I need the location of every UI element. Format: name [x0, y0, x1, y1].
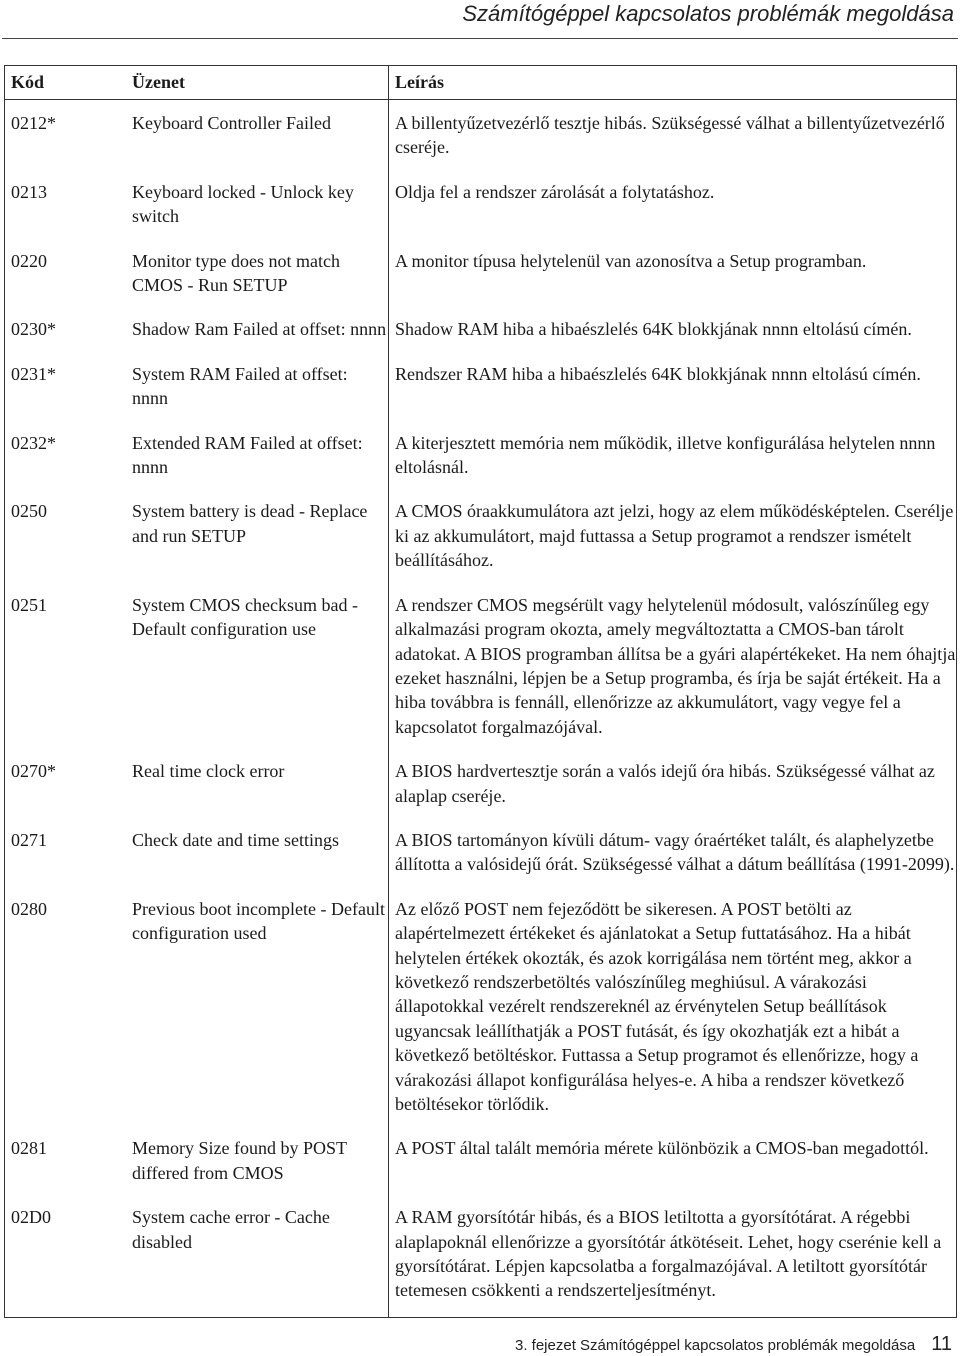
- error-code-cell: 02D0: [5, 1195, 132, 1317]
- table-row: [5, 887, 957, 1127]
- error-message-cell: Keyboard Controller Failed: [132, 113, 331, 133]
- error-code-cell: 0220: [5, 239, 132, 308]
- table-row: [5, 421, 957, 490]
- error-code-cell: 0232*: [5, 421, 132, 490]
- error-code-cell: 0280: [5, 887, 132, 1127]
- error-description-cell: Shadow RAM hiba a hibaészlelés 64K blokkjának nnnn eltolású címén.: [389, 307, 957, 351]
- table-row: [5, 489, 957, 582]
- column-header-message: Üzenet: [131, 66, 389, 100]
- page-header-title: Számítógéppel kapcsolatos problémák megoldása: [462, 1, 954, 26]
- error-message-cell: Extended RAM Failed at offset: nnnn: [132, 432, 363, 478]
- error-message-cell: System RAM Failed at offset: nnnn: [132, 363, 348, 409]
- error-description-cell: A rendszer CMOS megsérült vagy helytelenül módosult, valószínűleg egy alkalmazási program okozta, amely megváltoztatta a CMOS-ban tárolt adatokat. A BIOS programban állítsa be a gyári alapértékeket. Ha nem óhajtja ezeket használni, lépjen be a Setup programba, és írja be saját értékeit. Ha a hiba továbbra is fennáll, ellenőrizze az akkumulátort, vagy vegye fel a kapcsolatot forgalmazójával.: [389, 583, 957, 749]
- error-message-cell: Memory Size found by POST differed from CMOS: [132, 1138, 347, 1183]
- error-code-cell: 0270*: [5, 749, 132, 818]
- error-description-cell: A CMOS óraakkumulátora azt jelzi, hogy az elem működésképtelen. Cserélje ki az akkumulátort, majd futtassa a Setup programot a rendszer ismételt beállításához.: [389, 489, 957, 582]
- error-code-cell: 0250: [5, 489, 132, 582]
- table-row: [5, 818, 957, 887]
- error-description-cell: A RAM gyorsítótár hibás, és a BIOS letiltotta a gyorsítótárat. A régebbi alaplapoknál ellenőrizze a gyorsítótár átkötéseit. Lehet, hogy cserénie kell a gyorsítótárat. Lépjen kapcsolatba a forgalmazójával. A letiltott gyorsítótár tetemesen csökkenti a rendszerteljesítményt.: [389, 1195, 957, 1317]
- error-description-cell: A monitor típusa helytelenül van azonosítva a Setup programban.: [389, 239, 957, 308]
- error-message-cell: Real time clock error: [132, 761, 285, 782]
- error-description-cell: Az előző POST nem fejeződött be sikeresen. A POST betölti az alapértelmezett értékeket és ajánlatokat a Setup futtatásához. Ha a hibát helytelen értékek okozták, és azok korrigálása nem történt meg, akkor a következő rendszerbetöltés valószínűleg meghiúsul. A várakozási állapotokkal vezérelt rendszereknél az érvénytelen Setup beállítások ugyancsak leállíthatják a POST futását, és így okozhatják ezt a hibát a következő betöltéskor. Futtassa a Setup programot és ellenőrizze, hogy a várakozási állapot konfigurálása helyes-e. A hiba a rendszer következő betöltésekor törlődik.: [389, 887, 957, 1127]
- error-description-cell: Oldja fel a rendszer zárolását a folytatáshoz.: [389, 170, 957, 239]
- error-code-cell: 0231*: [5, 352, 132, 421]
- error-code-cell: 0230*: [5, 307, 132, 351]
- table-row: [5, 307, 957, 351]
- error-message-cell: System cache error - Cache disabled: [131, 1195, 389, 1317]
- table-row: [5, 1126, 957, 1195]
- error-description-cell: A kiterjesztett memória nem működik, illetve konfigurálása helytelen nnnn eltolásnál.: [389, 421, 957, 490]
- table-row: [5, 352, 957, 421]
- table-row: [5, 1195, 957, 1317]
- column-header-code: Kód: [5, 66, 132, 100]
- table-row: [5, 170, 957, 239]
- error-description-cell: A BIOS tartományon kívüli dátum- vagy óraértéket talált, és alaphelyzetbe állította a valósidejű órát. Szükségessé válhat a dátum beállítása (1991-2099).: [389, 818, 957, 887]
- page-number: 11: [931, 1333, 952, 1355]
- error-message-cell: Monitor type does not match CMOS - Run SETUP: [132, 250, 340, 296]
- error-code-cell: 0271: [5, 818, 132, 887]
- page-footer: [515, 1333, 952, 1356]
- error-description-cell: A billentyűzetvezérlő tesztje hibás. Szükségessé válhat a billentyűzetvezérlő cseréje.: [389, 100, 957, 170]
- error-code-cell: 0281: [5, 1126, 132, 1195]
- error-code-cell: 0213: [5, 170, 132, 239]
- error-message-cell: Check date and time settings: [132, 829, 339, 850]
- error-code-cell: 0212*: [5, 100, 132, 170]
- error-message-cell: Previous boot incomplete - Default configuration used: [132, 898, 385, 944]
- error-description-cell: Rendszer RAM hiba a hibaészlelés 64K blokkjának nnnn eltolású címén.: [389, 352, 957, 421]
- error-code-cell: 0251: [5, 583, 132, 749]
- footer-chapter-title: 3. fejezet Számítógéppel kapcsolatos problémák megoldása: [515, 1337, 916, 1354]
- column-header-description: Leírás: [389, 66, 957, 100]
- error-message-cell: System battery is dead - Replace and run SETUP: [132, 501, 368, 546]
- error-message-cell: Shadow Ram Failed at offset: nnnn: [132, 319, 387, 340]
- table-row: [5, 100, 957, 170]
- table-header-row: [5, 66, 957, 100]
- error-description-cell: A POST által talált memória mérete különbözik a CMOS-ban megadottól.: [389, 1126, 957, 1195]
- table-row: [5, 239, 957, 308]
- error-code-table: [4, 65, 957, 1318]
- error-message-cell: Keyboard locked - Unlock key switch: [132, 181, 354, 227]
- header-divider: [2, 38, 958, 39]
- table-row: [5, 583, 957, 749]
- error-message-cell: System CMOS checksum bad - Default configuration use: [132, 594, 358, 640]
- table-row: [5, 749, 957, 818]
- error-description-cell: A BIOS hardvertesztje során a valós idejű óra hibás. Szükségessé válhat az alaplap cseréje.: [389, 749, 957, 818]
